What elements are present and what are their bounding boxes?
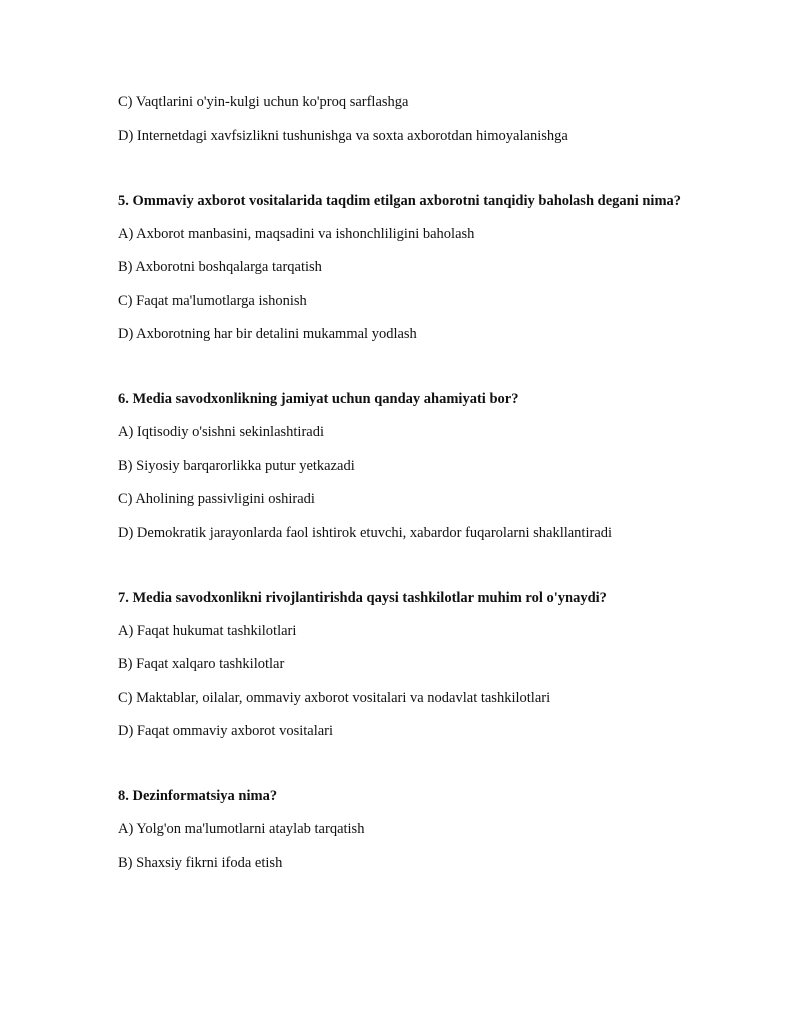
answer-option-d: D) Axborotning har bir detalini mukammal yodlash	[118, 326, 417, 342]
question-text: 6. Media savodxonlikning jamiyat uchun qanday ahamiyati bor?	[118, 391, 519, 407]
answer-option-b: B) Siyosiy barqarorlikka putur yetkazadi	[118, 457, 355, 474]
answer-option-c: C) Aholining passivligini oshiradi	[118, 491, 315, 507]
answer-option-c: C) Faqat ma'lumotlarga ishonish	[118, 292, 307, 309]
answer-option-b: B) Faqat xalqaro tashkilotlar	[118, 656, 285, 672]
question-text: 8. Dezinformatsiya nima?	[118, 788, 278, 804]
answer-option-d: D) Internetdagi xavfsizlikni tushunishga va soxta axborotdan himoyalanishga	[118, 127, 568, 144]
answer-option-c: C) Maktablar, oilalar, ommaviy axborot vositalari va nodavlat tashkilotlari	[118, 689, 551, 706]
question-6	[118, 388, 718, 543]
answer-option-a: A) Faqat hukumat tashkilotlari	[118, 622, 297, 639]
question-7	[118, 587, 718, 742]
answer-option-a: A) Axborot manbasini, maqsadini va ishonchliligini baholash	[118, 225, 475, 242]
answer-option-d: D) Faqat ommaviy axborot vositalari	[118, 723, 334, 739]
question-text: 7. Media savodxonlikni rivojlantirishda qaysi tashkilotlar muhim rol o'ynaydi?	[118, 589, 607, 606]
answer-option-b: B) Shaxsiy fikrni ifoda etish	[118, 854, 283, 871]
document-page	[118, 92, 718, 886]
answer-option-a: A) Yolg'on ma'lumotlarni ataylab tarqatish	[118, 821, 365, 837]
question-text: 5. Ommaviy axborot vositalarida taqdim etilgan axborotni tanqidiy baholash degani nima?	[118, 192, 682, 209]
question-5	[118, 190, 718, 345]
question-8	[118, 785, 718, 873]
answer-option-b: B) Axborotni boshqalarga tarqatish	[118, 259, 322, 275]
carryover-options	[118, 92, 718, 146]
answer-option-d: D) Demokratik jarayonlarda faol ishtirok etuvchi, xabardor fuqarolarni shakllantiradi	[118, 524, 613, 541]
answer-option-a: A) Iqtisodiy o'sishni sekinlashtiradi	[118, 424, 325, 440]
answer-option-c: C) Vaqtlarini o'yin-kulgi uchun ko'proq sarflashga	[118, 94, 409, 110]
